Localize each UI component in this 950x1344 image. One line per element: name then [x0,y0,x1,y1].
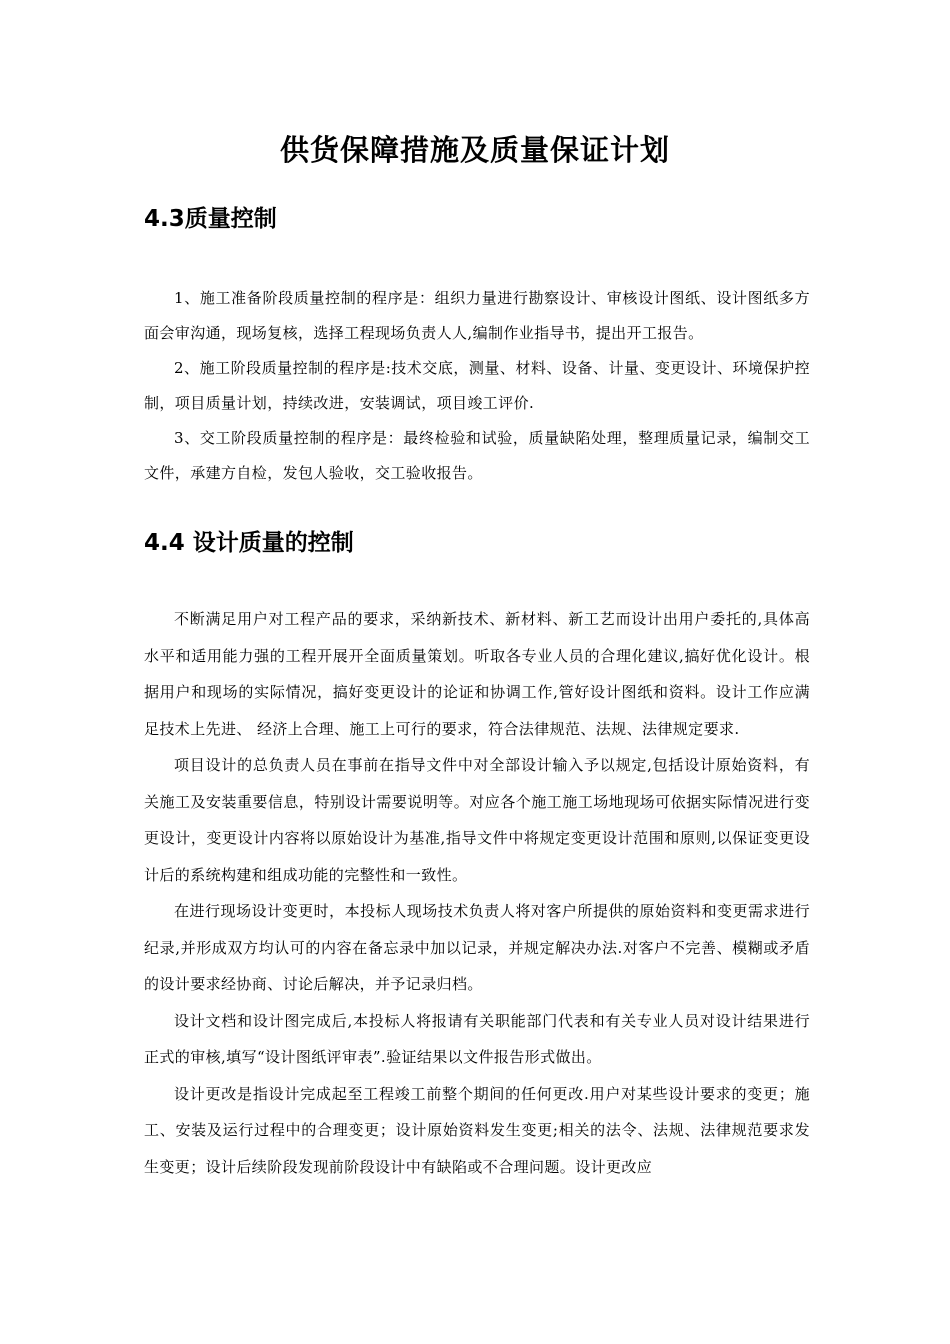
section-heading-4-3: 4.3质量控制 [144,206,277,232]
paragraph: 3、交工阶段质量控制的程序是：最终检验和试验，质量缺陷处理，整理质量记录，编制交工文件，承建方自检，发包人验收，交工验收报告。 [144,429,810,482]
paragraph: 项目设计的总负责人员在事前在指导文件中对全部设计输入予以规定,包括设计原始资料，有关施工及安装重要信息，特别设计需要说明等。对应各个施工施工场地现场可依据实际情况进行变更设计，变更设计内容将以原始设计为基准,指导文件中将规定变更设计范围和原则,以保证变更设计后的系统构建和组成功能的完整性和一致性。 [144,756,810,884]
paragraph: 不断满足用户对工程产品的要求，采纳新技术、新材料、新工艺而设计出用户委托的,具体高水平和适用能力强的工程开展开全面质量策划。听取各专业人员的合理化建议,搞好优化设计。根据用户和现场的实际情况，搞好变更设计的论证和协调工作,管好设计图纸和资料。设计工作应满足技术上先进、 经济上合理、施工上可行的要求，符合法律规范、法规、法律规定要求. [144,610,810,738]
section-heading-4-4: 4.4 设计质量的控制 [144,530,354,556]
paragraph: 1、施工准备阶段质量控制的程序是：组织力量进行勘察设计、审核设计图纸、设计图纸多方面会审沟通，现场复核，选择工程现场负责人人,编制作业指导书，提出开工报告。 [144,289,810,342]
paragraph: 2、施工阶段质量控制的程序是:技术交底，测量、材料、设备、计量、变更设计、环境保护控制，项目质量计划，持续改进，安装调试，项目竣工评价. [144,359,810,412]
paragraph: 设计文档和设计图完成后,本投标人将报请有关职能部门代表和有关专业人员对设计结果进行正式的审核,填写“设计图纸评审表”.验证结果以文件报告形式做出。 [144,1011,810,1066]
section-body-4-4 [144,601,810,1185]
paragraph: 设计更改是指设计完成起至工程竣工前整个期间的任何更改.用户对某些设计要求的变更；施工、安装及运行过程中的合理变更；设计原始资料发生变更;相关的法令、法规、法律规范要求发生变更；设计后续阶段发现前阶段设计中有缺陷或不合理问题。设计更改应 [144,1084,810,1176]
section-body-4-3 [144,281,810,491]
document-title: 供货保障措施及质量保证计划 [279,133,670,167]
paragraph: 在进行现场设计变更时，本投标人现场技术负责人将对客户所提供的原始资料和变更需求进行纪录,并形成双方均认可的内容在备忘录中加以记录，并规定解决办法.对客户不完善、模糊或矛盾的设计要求经协商、讨论后解决，并予记录归档。 [144,902,810,993]
